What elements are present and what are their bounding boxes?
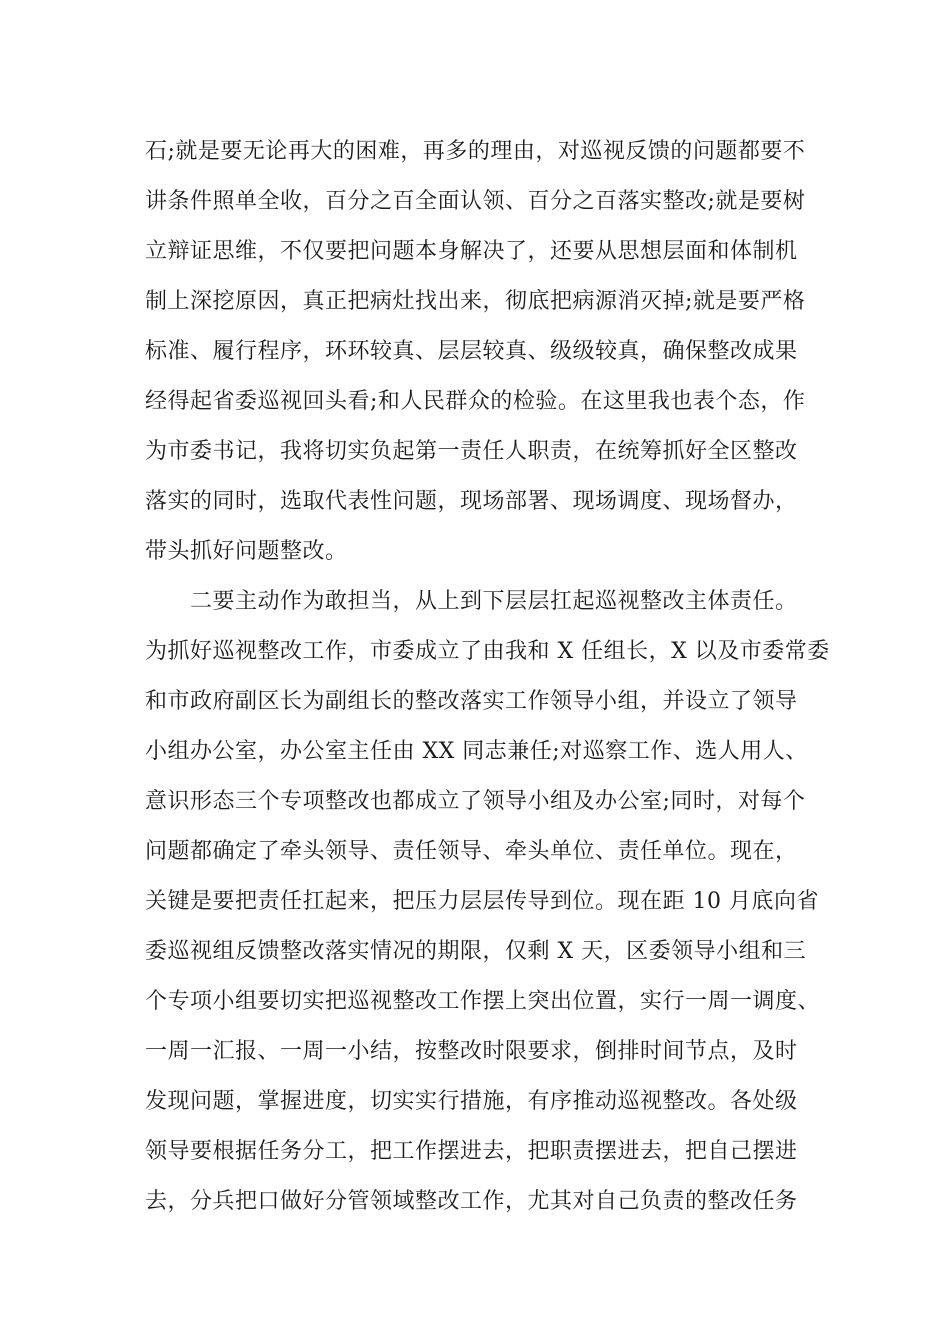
text-line: 标准、履行程序，环环较真、层层较真、级级较真，确保整改成果	[145, 339, 798, 364]
text-line: 立辩证思维，不仅要把问题本身解决了，还要从思想层面和体制机	[145, 239, 798, 264]
paragraph-first-line: 二要主动作为敢担当，从上到下层层扛起巡视整改主体责任。	[190, 589, 798, 614]
text-line: 委巡视组反馈整改落实情况的期限，仅剩 X 天，区委领导小组和三	[145, 939, 807, 964]
text-line: 问题都确定了牵头领导、责任领导、牵头单位、责任单位。现在，	[145, 839, 798, 864]
text-line: 领导要根据任务分工，把工作摆进去，把职责摆进去，把自己摆进	[145, 1139, 798, 1164]
text-line: 带头抓好问题整改。	[145, 539, 348, 564]
text-line: 为抓好巡视整改工作，市委成立了由我和 X 任组长，X 以及市委常委	[145, 639, 830, 664]
text-line: 个专项小组要切实把巡视整改工作摆上突出位置，实行一周一调度、	[145, 989, 821, 1014]
text-line: 一周一汇报、一周一小结，按整改时限要求，倒排时间节点，及时	[145, 1039, 798, 1064]
text-line: 制上深挖原因，真正把病灶找出来，彻底把病源消灭掉;就是要严格	[145, 289, 806, 314]
text-line: 发现问题，掌握进度，切实实行措施，有序推动巡视整改。各处级	[145, 1089, 798, 1114]
text-line: 关键是要把责任扛起来，把压力层层传导到位。现在距 10 月底向省	[145, 889, 819, 914]
text-line: 落实的同时，选取代表性问题，现场部署、现场调度、现场督办，	[145, 489, 798, 514]
text-line: 为市委书记，我将切实负起第一责任人职责，在统筹抓好全区整改	[145, 439, 798, 464]
text-line: 意识形态三个专项整改也都成立了领导小组及办公室;同时，对每个	[145, 789, 806, 814]
text-line: 小组办公室，办公室主任由 XX 同志兼任;对巡察工作、选人用人、	[145, 739, 808, 764]
text-line: 经得起省委巡视回头看;和人民群众的检验。在这里我也表个态，作	[145, 389, 806, 414]
text-line: 去，分兵把口做好分管领域整改工作，尤其对自己负责的整改任务	[145, 1189, 798, 1214]
text-line: 和市政府副区长为副组长的整改落实工作领导小组，并设立了领导	[145, 689, 798, 714]
text-line: 讲条件照单全收，百分之百全面认领、百分之百落实整改;就是要树	[145, 189, 806, 214]
text-line: 石;就是要无论再大的困难，再多的理由，对巡视反馈的问题都要不	[145, 139, 806, 164]
